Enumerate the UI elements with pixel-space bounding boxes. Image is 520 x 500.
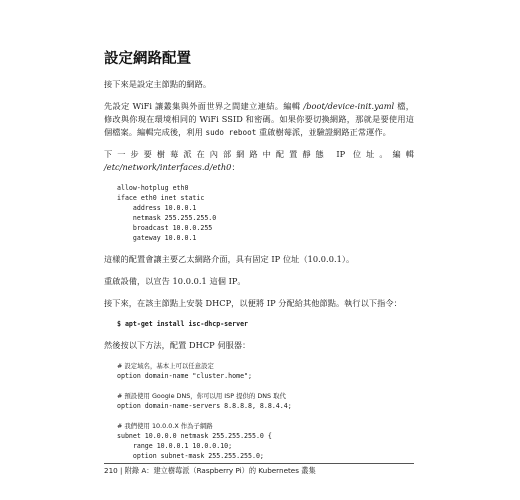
code-comment: # 設定域名，基本上可以任意設定 xyxy=(117,362,214,370)
paragraph-reboot: 重啟設備，以宣告 10.0.0.1 這個 IP。 xyxy=(104,276,246,286)
code-line: netmask 255.255.255.0 xyxy=(117,214,217,222)
page-footer: 210 | 附錄 A：建立樹莓派（Raspberry Pi）的 Kubernetes 叢集 xyxy=(104,463,414,476)
code-block-dhcp xyxy=(117,361,414,461)
code-line: option subnet-mask 255.255.255.0; xyxy=(117,452,264,460)
code-line: gateway 10.0.0.1 xyxy=(117,234,197,242)
code-line: subnet 10.0.0.0 netmask 255.255.255.0 { xyxy=(117,432,272,440)
code-line: address 10.0.0.1 xyxy=(117,204,197,212)
static-ip-text-a: 下一步要樹莓派在內部網路中配置靜態 IP 位址。編輯 xyxy=(104,149,414,159)
code-line: broadcast 10.0.0.255 xyxy=(117,224,213,232)
paragraph-wifi xyxy=(104,100,414,139)
paragraph-dhcp-config: 然後按以下方法，配置 DHCP 伺服器： xyxy=(104,340,251,350)
wifi-text-c: 重啟樹莓派，並驗證網路正常運作。 xyxy=(256,127,391,137)
eth0-path: /etc/network/interfaces.d/eth0 xyxy=(104,162,232,172)
section-heading: 設定網路配置 xyxy=(104,51,191,67)
wifi-text-b: 檔，修改與你現在環境相同的 WiFi SSID 和密碼。如果你要切換網路，那就是要使用這個檔案。編輯完成後，利用 xyxy=(104,101,414,137)
paragraph-fixed-ip: 這樣的配置會讓主要乙太網路介面，具有固定 IP 位址（10.0.0.1）。 xyxy=(104,254,355,264)
page-body xyxy=(104,50,414,471)
wifi-text-a: 先設定 WiFi 讓叢集與外面世界之間建立連結。編輯 xyxy=(104,101,304,111)
code-line: option domain-name "cluster.home"; xyxy=(117,372,252,380)
static-ip-text-b: ： xyxy=(231,162,240,172)
code-comment: # 我們使用 10.0.0.X 作為子網路 xyxy=(117,422,213,430)
code-line: allow-hotplug eth0 xyxy=(117,184,189,192)
code-block-apt-get xyxy=(117,319,414,329)
code-line: $ apt-get install isc-dhcp-server xyxy=(117,320,249,328)
code-blank-line xyxy=(117,381,414,391)
code-line: iface eth0 inet static xyxy=(117,194,205,202)
code-comment: # 預設使用 Google DNS，你可以用 ISP 提供的 DNS 取代 xyxy=(117,392,286,400)
paragraph-intro: 接下來是設定主節點的網路。 xyxy=(104,79,212,89)
code-block-interfaces xyxy=(117,183,414,243)
paragraph-dhcp-install: 接下來，在該主節點上安裝 DHCP，以便將 IP 分配給其他節點。執行以下指令： xyxy=(104,298,402,308)
device-init-path: /boot/device-init.yaml xyxy=(303,101,395,111)
code-line: option domain-name-servers 8.8.8.8, 8.8.4.4; xyxy=(117,402,292,410)
code-blank-line xyxy=(117,411,414,421)
paragraph-static-ip xyxy=(104,148,414,174)
reboot-command: sudo reboot xyxy=(205,128,257,137)
code-line: range 10.0.0.1 10.0.0.10; xyxy=(117,442,233,450)
